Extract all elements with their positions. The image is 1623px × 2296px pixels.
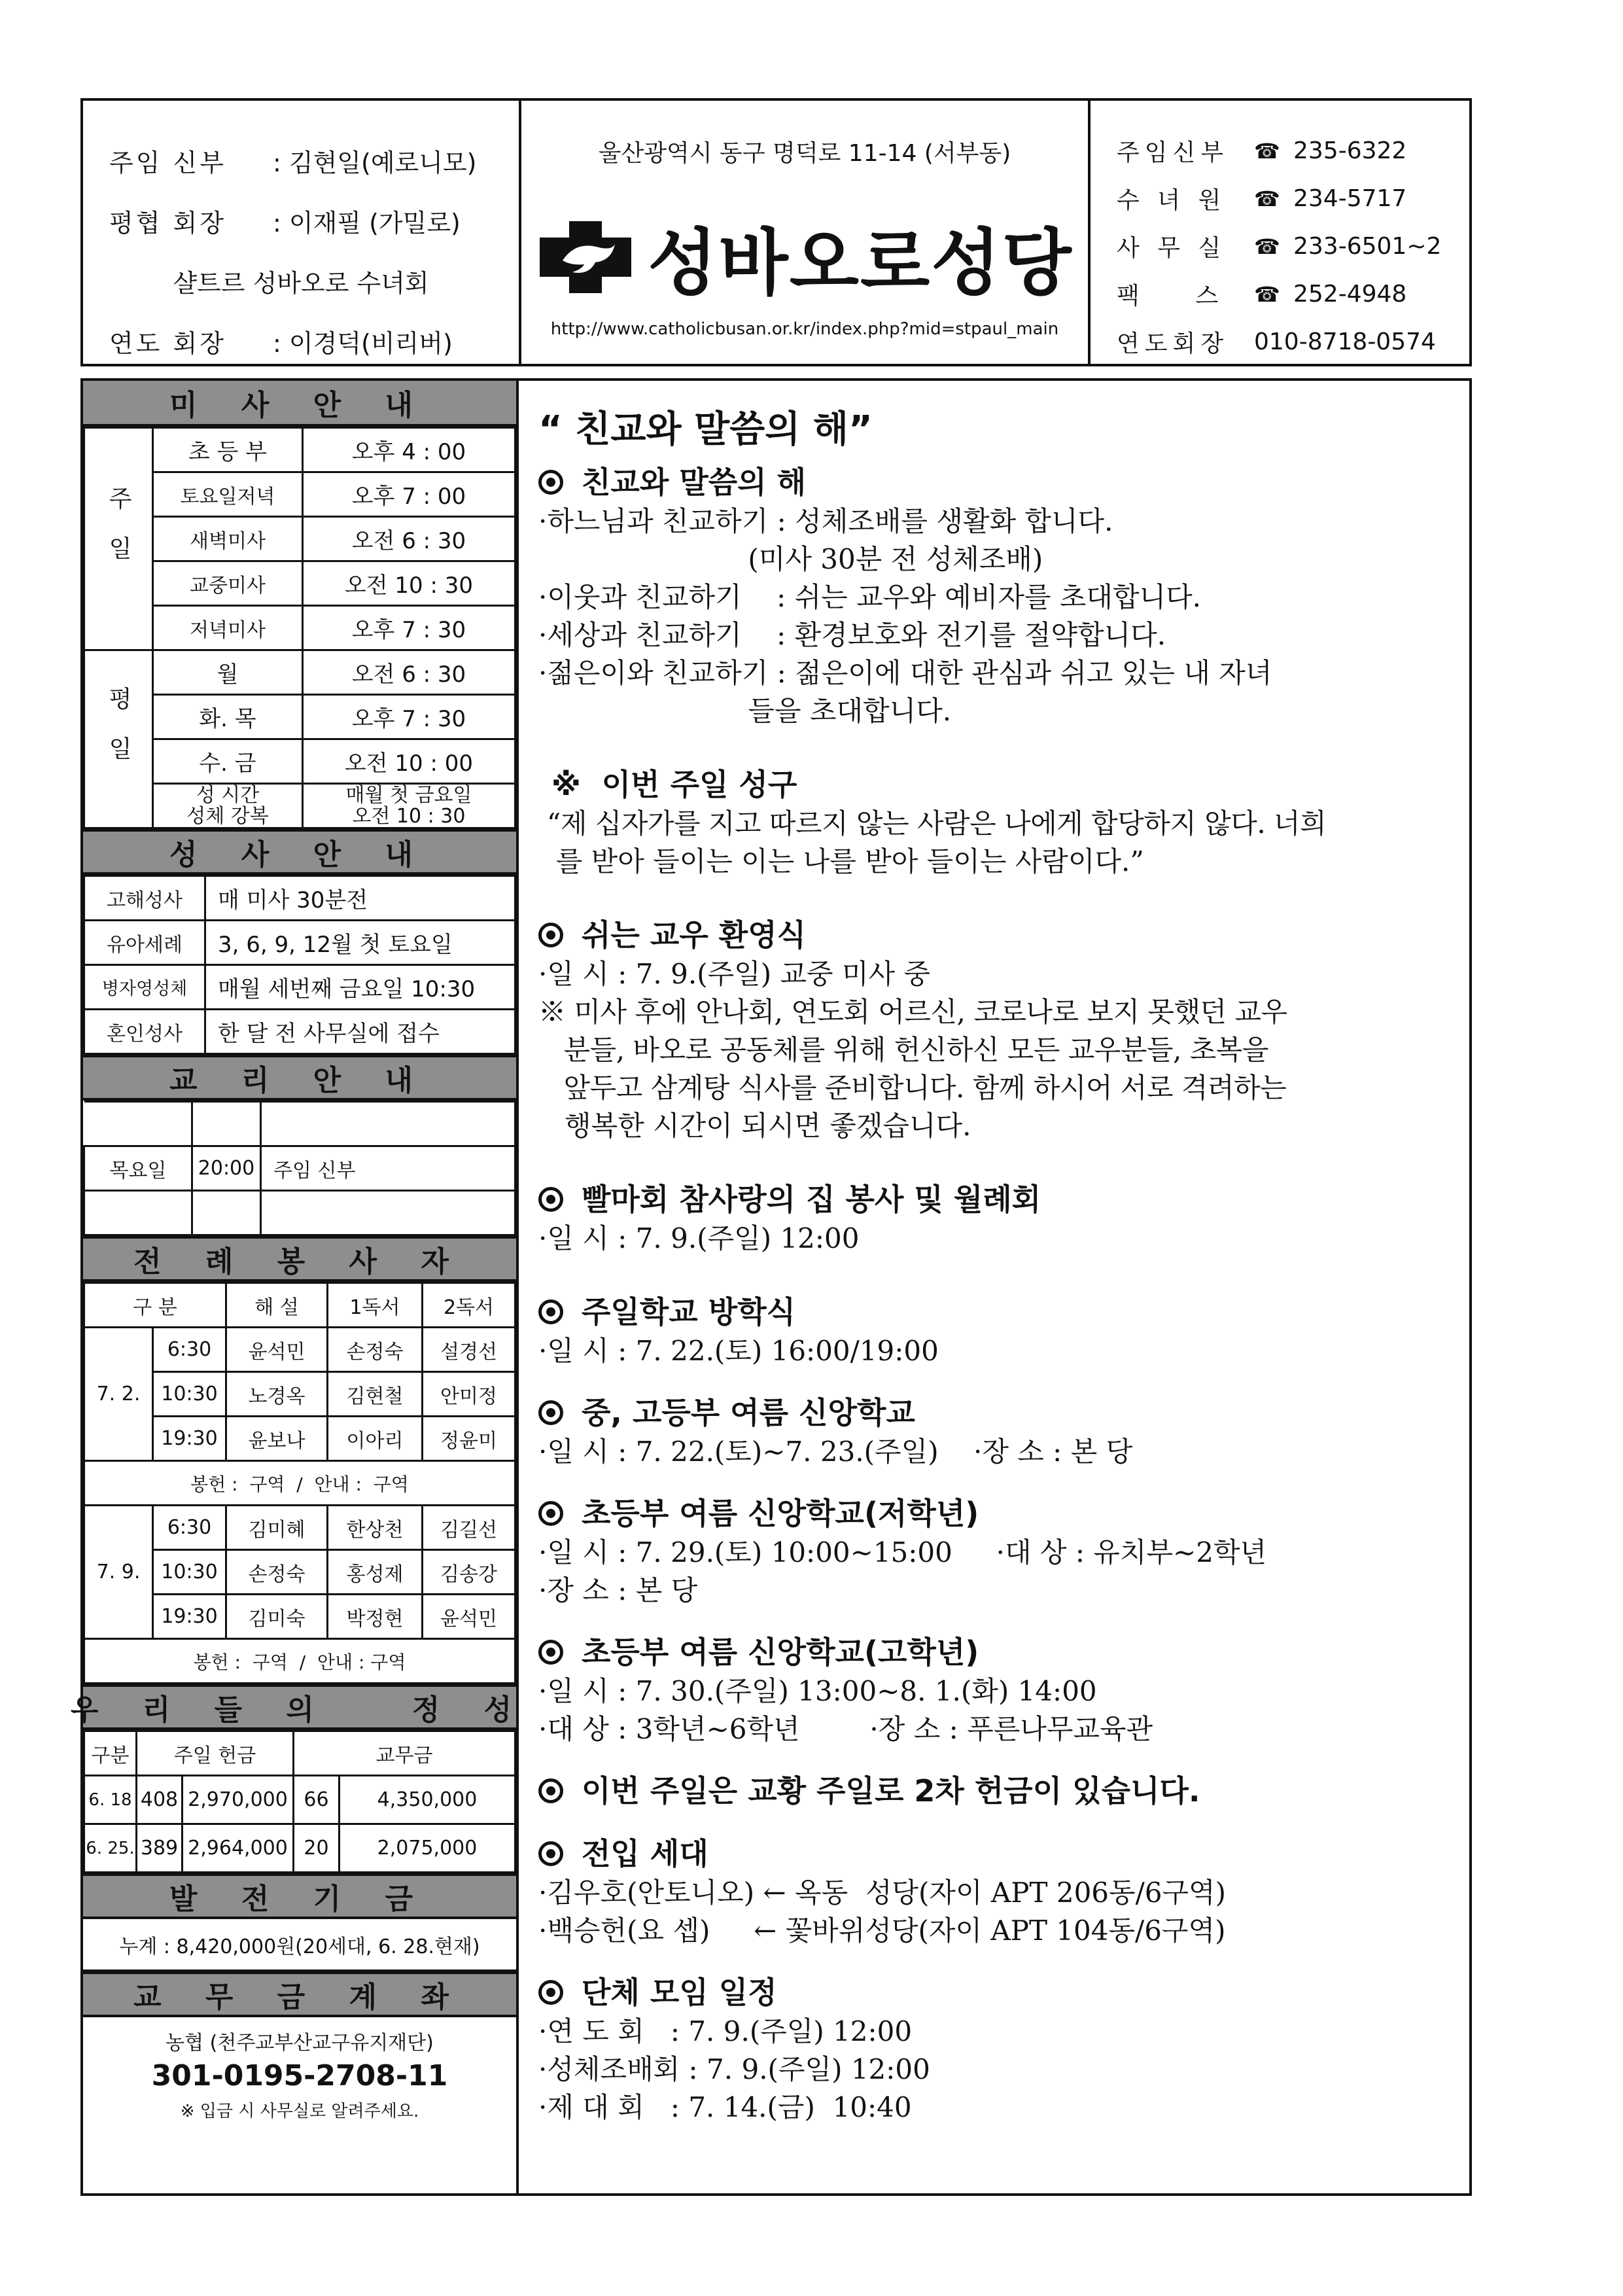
table-row: 봉헌 : 구역 / 안내 : 구역	[84, 1461, 515, 1506]
contact-row: 사 무 실 ☎ 233-6501~2	[1117, 233, 1442, 262]
staff-row: 평협 회장 : 이재필 (가밀로)	[109, 208, 461, 238]
offering-table	[83, 1730, 516, 1873]
table-row: 교중미사 오전 10 : 30	[84, 561, 515, 606]
table-row: 유아세례 3, 6, 9, 12월 첫 토요일	[84, 921, 515, 965]
church-info	[521, 101, 1091, 364]
phone-icon: ☎	[1254, 281, 1280, 307]
page-title: “ 친교와 말씀의 해”	[538, 408, 873, 451]
weekday-label: 평일	[84, 650, 153, 828]
bulletin-header	[80, 98, 1472, 366]
section-heading: 전입 세대	[538, 1833, 1469, 1874]
contact-row: 연도회장 010-8718-0574	[1117, 328, 1436, 357]
table-row	[84, 1102, 515, 1146]
table-row	[84, 1191, 515, 1235]
bullet-icon	[538, 1299, 563, 1324]
bullet-icon	[538, 1841, 563, 1866]
section-heading: 중, 고등부 여름 신앙학교	[538, 1392, 1469, 1433]
table-row: 성 시간 성체 강복 매월 첫 금요일 오전 10 : 30	[84, 784, 515, 828]
table-row: 평일 월 오전 6 : 30	[84, 650, 515, 695]
mass-table	[83, 427, 516, 829]
account-number: 301-0195-2708-11	[151, 2059, 448, 2093]
table-row: 구 분 해 설 1독서 2독서	[84, 1283, 515, 1328]
table-row: 7. 2. 6:30 윤석민 손정숙 설경선	[84, 1328, 515, 1372]
section-heading: 초등부 여름 신앙학교(저학년)	[538, 1493, 1469, 1534]
contact-row: 팩 스 ☎ 252-4948	[1117, 281, 1407, 309]
contact-list	[1091, 101, 1469, 364]
table-row: 10:30 손정숙 홍성제 김송강	[84, 1550, 515, 1595]
sacrament-section-title: 성 사 안 내	[83, 829, 516, 875]
staff-row: 연도 회장 : 이경덕(비리버)	[109, 328, 453, 358]
table-row: 새벽미사 오전 6 : 30	[84, 517, 515, 561]
table-row: 주일 초 등 부 오후 4 : 00	[84, 428, 515, 472]
section-heading: 쉬는 교우 환영식	[538, 915, 1469, 955]
table-row: 6. 25. 389 2,964,000 20 2,075,000	[84, 1824, 515, 1873]
table-row: 구분 주일 헌금 교무금	[84, 1731, 515, 1776]
table-row: 봉헌 : 구역 / 안내 : 구역	[84, 1639, 515, 1684]
account-info: 농협 (천주교부산교구유지재단) 301-0195-2708-11 ※ 입금 시 사무실로 알려주세요.	[83, 2017, 516, 2122]
catechism-table	[83, 1101, 516, 1236]
section-heading: 초등부 여름 신앙학교(고학년)	[538, 1632, 1469, 1672]
table-row: 7. 9. 6:30 김미혜 한상천 김길선	[84, 1506, 515, 1550]
table-row: 저녁미사 오후 7 : 30	[84, 606, 515, 650]
table-row: 19:30 김미숙 박정현 윤석민	[84, 1595, 515, 1639]
bullet-icon	[538, 1640, 563, 1665]
mass-section-title: 미 사 안 내	[83, 381, 516, 427]
fund-section-title: 발 전 기 금	[83, 1873, 516, 1919]
phone-icon: ☎	[1254, 138, 1280, 164]
account-section-title: 교 무 금 계 좌	[83, 1971, 516, 2017]
bullet-icon	[538, 923, 563, 947]
church-url[interactable]: http://www.catholicbusan.or.kr/index.php?mid=stpaul_main	[550, 319, 1059, 339]
offering-section-title: 우 리 들 의 정 성	[83, 1684, 516, 1730]
section-heading: 친교와 말씀의 해	[538, 462, 1469, 503]
table-row: 19:30 윤보나 이아리 정윤미	[84, 1417, 515, 1461]
table-row: 병자영성체 매월 세번째 금요일 10:30	[84, 965, 515, 1010]
fund-total: 누계 : 8,420,000원(20세대, 6. 28.현재)	[83, 1919, 516, 1971]
section-heading: 빨마회 참사랑의 집 봉사 및 월례회	[538, 1179, 1469, 1220]
church-name: 성바오로성당	[648, 221, 1073, 305]
phone-icon: ☎	[1254, 234, 1280, 259]
table-row: 화. 목 오후 7 : 30	[84, 695, 515, 739]
bullet-icon	[538, 1400, 563, 1425]
table-row: 혼인성사 한 달 전 사무실에 접수	[84, 1010, 515, 1054]
announcements: “ 친교와 말씀의 해” 친교와 말씀의 해 ·하느님과 친교하기 : 성체조배를 생활화 합니다. (미사 30분 전 성체조배) ·이웃과 친교하기 : 쉬는 교우와 예비자를 초대합니다. ·세상과 친교하기 : 환경보호와 전기를 절약합니다. ·젊은이와 친교하기 : 젊은이에 대한 관심과 쉬고 있는 내 자녀 들을 초대합니다. ※ 이번 주일 성구 “제 십자가를 지고 따르지 않는 사람은 나에게 합당하지 않다. 너희 를 받아 들이는 이는 나를 받아 들이는 사람이다.” 쉬는 교우 환영식 ·일 시 : 7. 9.(주일) 교중 미사 중 ※ 미사 후에 안나회, 연도회 어르신, 코로나로 보지 못했던 교우 분들, 바오로 공동체를 위해 헌신하신 모든 교우분들, 초복을 앞두고 삼계탕 식사를 준비합니다. 함께 하시어 서로 격려하는 행복한 시간이 되시면 좋겠습니다. 빨마회 참사랑의 집 봉사 및 월례회 ·일 시 : 7. 9.(주일) 12:00 주일학교 방학식 ·일 시 : 7. 22.(토) 16:00/19:00 중, 고등부 여름 신앙학교 ·일 시 : 7. 22.(토)~7. 23.(주일) ·장 소 : 본 당 초등부 여름 신앙학교(저학년) ·일 시 : 7. 29.(토) 10:00~15:00 ·대 상 : 유치부~2학년 ·장 소 : 본 당 초등부 여름 신앙학교(고학년) ·일 시 : 7. 30.(주일) 13:00~8. 1.(화) 14:00 ·대 상 : 3학년~6학년 ·장 소 : 푸른나무교육관 이번 주일은 교황 주일로 2차 헌금이 있습니다. 전입 세대 ·김우호(안토니오) ← 옥동 성당(자이 APT 206동/6구역) ·백승헌(요 셉) ← 꽃바위성당(자이 APT 104동/6구역) 단체 모임 일정 ·연 도 회 : 7. 9.(주일) 12:00 ·성체조배회 : 7. 9.(주일) 12:00 ·제 대 회 : 7. 14.(금) 10:40	[519, 378, 1472, 2196]
church-logo	[521, 205, 1088, 309]
table-row: 토요일저녁 오후 7 : 00	[84, 472, 515, 517]
contact-row: 수 녀 원 ☎ 234-5717	[1117, 185, 1407, 214]
sacrament-table	[83, 875, 516, 1055]
staff-row: 샬트르 성바오로 수녀회	[173, 268, 429, 298]
bullet-icon	[538, 1187, 563, 1212]
catechism-section-title: 교 리 안 내	[83, 1055, 516, 1101]
church-address: 울산광역시 동구 명덕로 11-14 (서부동)	[598, 140, 1011, 167]
table-row: 10:30 노경옥 김현철 안미정	[84, 1372, 515, 1417]
info-sidebar	[70, 378, 529, 2196]
bullet-icon	[538, 470, 563, 495]
section-heading: 단체 모임 일정	[538, 1972, 1469, 2013]
contact-row: 주임신부 ☎ 235-6322	[1117, 137, 1407, 166]
table-row: 고해성사 매 미사 30분전	[84, 876, 515, 921]
minister-table	[83, 1282, 516, 1684]
sunday-label: 주일	[84, 428, 153, 650]
minister-section-title: 전 례 봉 사 자	[83, 1236, 516, 1282]
bullet-icon	[538, 1778, 563, 1803]
staff-list	[83, 101, 521, 364]
bullet-icon	[538, 1980, 563, 2005]
table-row: 목요일 20:00 주임 신부	[84, 1146, 515, 1191]
table-row: 6. 18 408 2,970,000 66 4,350,000	[84, 1776, 515, 1824]
phone-icon: ☎	[1254, 186, 1280, 211]
section-heading: 주일학교 방학식	[538, 1292, 1469, 1332]
bullet-icon	[538, 1501, 563, 1526]
section-heading: 이번 주일은 교황 주일로 2차 헌금이 있습니다.	[538, 1771, 1469, 1811]
staff-row: 주임 신부 : 김현일(예로니모)	[109, 148, 477, 177]
table-row: 수. 금 오전 10 : 00	[84, 739, 515, 784]
dove-cross-icon	[536, 218, 635, 296]
verse-heading: ※ 이번 주일 성구	[551, 767, 797, 802]
